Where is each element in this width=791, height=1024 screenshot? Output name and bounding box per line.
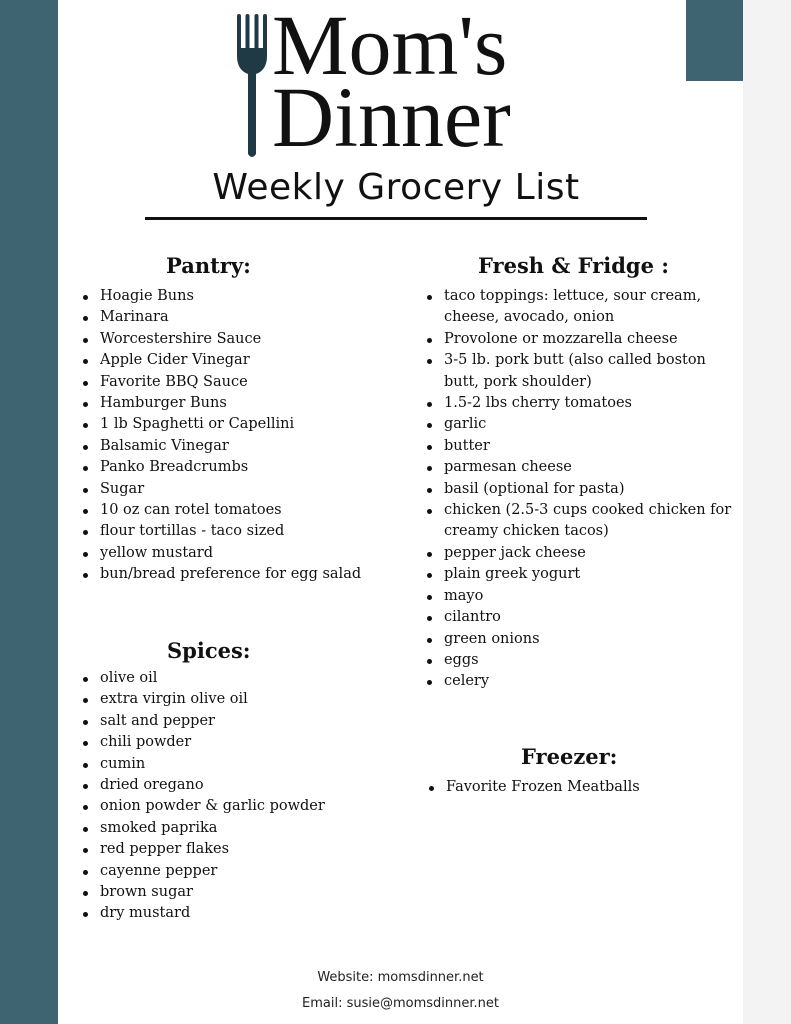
fresh-fridge-heading: Fresh & Fridge :	[478, 253, 670, 278]
freezer-heading: Freezer:	[521, 744, 618, 769]
list-item: butter	[427, 436, 743, 457]
list-item: taco toppings: lettuce, sour cream, cheese, avocado, onion	[427, 286, 743, 329]
list-item: 3-5 lb. pork butt (also called boston butt, pork shoulder)	[427, 350, 743, 393]
corner-accent-block	[686, 0, 743, 81]
list-item: green onions	[427, 629, 743, 650]
pantry-list	[83, 286, 403, 586]
list-item: Favorite BBQ Sauce	[83, 372, 403, 393]
list-item: Favorite Frozen Meatballs	[429, 777, 729, 798]
list-item: olive oil	[83, 668, 403, 689]
list-item: yellow mustard	[83, 543, 403, 564]
list-item: Panko Breadcrumbs	[83, 457, 403, 478]
list-item: bun/bread preference for egg salad	[83, 564, 403, 585]
list-item: onion powder & garlic powder	[83, 796, 403, 817]
list-item: celery	[427, 671, 743, 692]
list-item: smoked paprika	[83, 818, 403, 839]
list-item: Worcestershire Sauce	[83, 329, 403, 350]
list-item: 1.5-2 lbs cherry tomatoes	[427, 393, 743, 414]
page-subtitle: Weekly Grocery List	[212, 167, 580, 208]
list-item: red pepper flakes	[83, 839, 403, 860]
list-item: extra virgin olive oil	[83, 689, 403, 710]
list-item: cayenne pepper	[83, 861, 403, 882]
freezer-list	[429, 777, 729, 798]
list-item: cumin	[83, 754, 403, 775]
list-item: basil (optional for pasta)	[427, 479, 743, 500]
list-item: plain greek yogurt	[427, 564, 743, 585]
list-item: mayo	[427, 586, 743, 607]
fresh-fridge-list	[427, 286, 743, 693]
list-item: parmesan cheese	[427, 457, 743, 478]
left-accent-band	[0, 0, 58, 1024]
right-margin-band	[743, 0, 791, 1024]
list-item: Provolone or mozzarella cheese	[427, 329, 743, 350]
list-item: Marinara	[83, 307, 403, 328]
list-item: Apple Cider Vinegar	[83, 350, 403, 371]
list-item: cilantro	[427, 607, 743, 628]
list-item: salt and pepper	[83, 711, 403, 732]
list-item: dried oregano	[83, 775, 403, 796]
pantry-heading: Pantry:	[166, 253, 251, 278]
spices-list	[83, 668, 403, 925]
list-item: Hamburger Buns	[83, 393, 403, 414]
list-item: chicken (2.5-3 cups cooked chicken for creamy chicken tacos)	[427, 500, 743, 543]
fork-icon	[236, 12, 268, 160]
list-item: dry mustard	[83, 903, 403, 924]
list-item: pepper jack cheese	[427, 543, 743, 564]
brand-title-line1: Mom's	[272, 0, 508, 93]
list-item: chili powder	[83, 732, 403, 753]
footer-website: Website: momsdinner.net	[317, 970, 484, 985]
list-item: garlic	[427, 414, 743, 435]
list-item: eggs	[427, 650, 743, 671]
footer-email: Email: susie@momsdinner.net	[302, 996, 499, 1011]
title-divider	[145, 217, 647, 220]
list-item: Sugar	[83, 479, 403, 500]
list-item: flour tortillas - taco sized	[83, 521, 403, 542]
list-item: Balsamic Vinegar	[83, 436, 403, 457]
list-item: 10 oz can rotel tomatoes	[83, 500, 403, 521]
list-item: brown sugar	[83, 882, 403, 903]
list-item: Hoagie Buns	[83, 286, 403, 307]
list-item: 1 lb Spaghetti or Capellini	[83, 414, 403, 435]
brand-title-line2: Dinner	[272, 69, 511, 165]
spices-heading: Spices:	[167, 638, 251, 663]
brand-logo	[236, 0, 556, 168]
